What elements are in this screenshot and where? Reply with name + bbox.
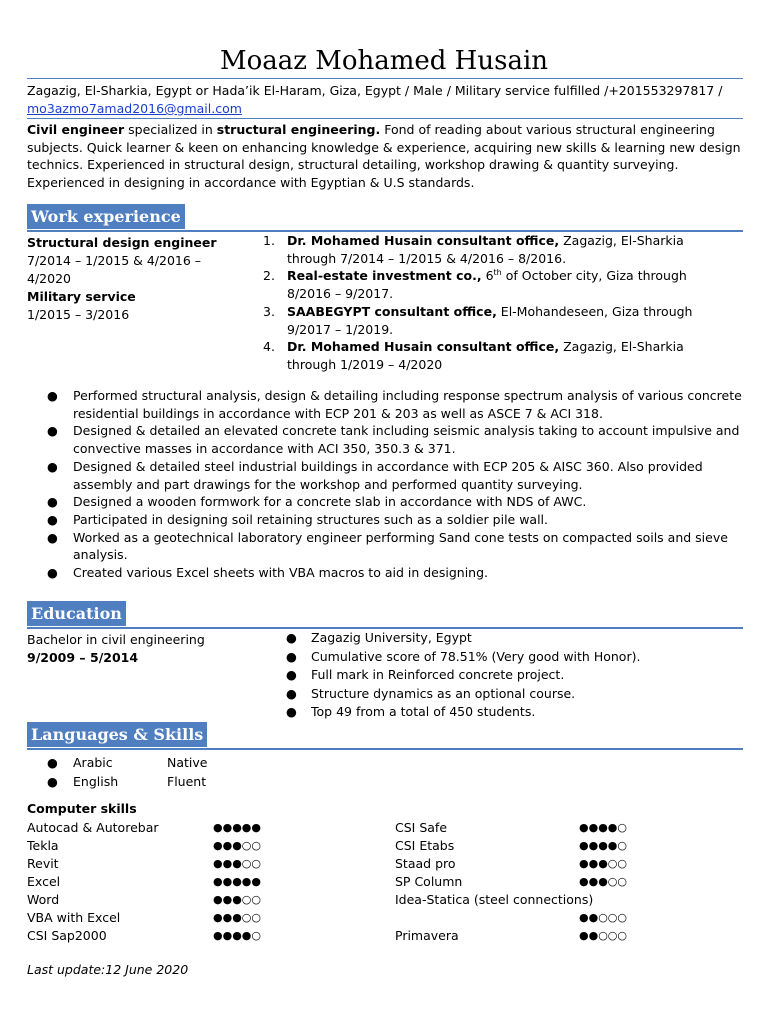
bullet-icon: ● [286, 704, 297, 719]
role-dates: 7/2014 – 1/2015 & 4/2016 – [27, 253, 202, 268]
list-item [283, 666, 743, 685]
email-link[interactable]: mo3azmo7amad2016@gmail.com [27, 101, 242, 116]
skill-rating: ●●●○○ [579, 875, 627, 888]
skill-name: Word [27, 892, 60, 907]
skill-name: SP Column [395, 874, 463, 889]
list-item [283, 629, 743, 648]
skill-row [395, 873, 735, 891]
degree-dates: 9/2009 – 5/2014 [27, 650, 139, 665]
summary-text-2: Fond of reading about various structural engineering subjects. Quick learner & keen on enhancing knowledge & experience, acquiring new skills & learning new design technics. Experienced in structural design, structural detailing, workshop drawing & quantity surveying. Experienced in designing in accordance with Egyptian & U.S standards. [27, 122, 741, 191]
bullet-icon: ● [47, 774, 58, 789]
bullet-icon: ● [47, 494, 58, 510]
languages-list [27, 753, 327, 791]
bullet-text: Performed structural analysis, design & detailing including response spectrum analysis of various concrete residential buildings in accordance with ECP 201 & 203 as well as ASCE 7 & ACI 318. [73, 388, 742, 421]
list-number: 2. [263, 268, 275, 284]
resume-name: Moaaz Mohamed Husain [219, 46, 549, 76]
office-name: Dr. Mohamed Husain consultant office, [287, 339, 560, 355]
list-item [27, 529, 743, 564]
list-item [255, 232, 725, 267]
bullet-text: Structure dynamics as an optional course. [311, 685, 576, 701]
skill-row [395, 837, 735, 855]
summary-role: Civil engineer [27, 122, 125, 137]
bullet-icon: ● [286, 648, 297, 664]
skill-rating: ●●●○○ [213, 839, 261, 852]
skill-name: Excel [27, 874, 61, 889]
skill-rating: ●●●●○ [213, 929, 261, 942]
language-level: Native [167, 755, 208, 770]
skills-left-column [27, 819, 367, 945]
skill-name: Idea-Statica (steel connections) [395, 892, 594, 907]
list-item [283, 703, 743, 722]
skill-row [27, 873, 367, 891]
bullet-icon: ● [47, 388, 58, 403]
skill-rating: ●●●○○ [579, 857, 627, 870]
bullet-icon: ● [47, 755, 58, 770]
office-list [255, 232, 725, 374]
office-details: Zagazig, El-Sharkia through 1/2019 – 4/2020 [287, 339, 684, 372]
skill-name: CSI Sap2000 [27, 928, 107, 943]
work-bullets [27, 387, 743, 582]
list-item [283, 685, 743, 704]
skill-row [27, 855, 367, 873]
bullet-icon: ● [47, 423, 58, 439]
bullet-text: Designed a wooden formwork for a concrete slab in accordance with NDS of AWC. [73, 494, 587, 510]
education-bullets [283, 629, 743, 722]
bullet-text: Full mark in Reinforced concrete project. [311, 667, 565, 682]
education-heading: Education [27, 601, 126, 626]
skill-rating: ●●●●● [213, 875, 261, 888]
bullet-text: Zagazig University, Egypt [311, 630, 472, 645]
role-title: Structural design engineer [27, 235, 217, 250]
bullet-icon: ● [47, 511, 58, 527]
summary [27, 121, 743, 192]
degree-title: Bachelor in civil engineering [27, 632, 205, 647]
list-item [255, 338, 725, 373]
bullet-text: Cumulative score of 78.51% (Very good with Honor). [311, 648, 641, 664]
contact-line: Zagazig, El-Sharkia, Egypt or Hada’ik El-Haram, Giza, Egypt / Male / Military service fulfilled /+201553297817 / [27, 83, 723, 98]
skill-rating: ●●○○○ [579, 929, 627, 942]
skill-name: Primavera [395, 928, 459, 943]
bullet-text: Worked as a geotechnical laboratory engineer performing Sand cone tests on compacted soils and sieve analysis. [73, 529, 728, 563]
bullet-icon: ● [286, 630, 297, 645]
language-name: Arabic [73, 755, 113, 770]
skill-row [395, 927, 735, 945]
bullet-text: Created various Excel sheets with VBA macros to aid in designing. [73, 565, 489, 581]
office-details: El-Mohandeseen, Giza through 9/2017 – 1/2019. [287, 303, 693, 337]
bullet-icon: ● [47, 529, 58, 545]
skills-rule [27, 748, 743, 750]
list-number: 1. [263, 233, 275, 248]
computer-skills-label: Computer skills [27, 801, 137, 816]
skill-row [27, 909, 367, 927]
ordinal-suffix: th [493, 268, 502, 278]
office-details: Zagazig, El-Sharkia through 7/2014 – 1/2015 & 4/2016 – 8/2016. [287, 233, 684, 266]
list-item [27, 511, 743, 529]
language-row [27, 772, 327, 791]
list-item [27, 564, 743, 582]
computer-skills-title [27, 801, 137, 816]
last-update: Last update:12 June 2020 [27, 962, 189, 977]
list-number: 4. [263, 339, 275, 355]
skill-name: Staad pro [395, 856, 456, 871]
office-name: SAABEGYPT consultant office, [287, 303, 497, 319]
skill-row [27, 837, 367, 855]
skill-name: VBA with Excel [27, 910, 121, 925]
skill-row [395, 891, 735, 927]
bullet-icon: ● [47, 565, 58, 581]
bullet-text: Designed & detailed steel industrial buildings in accordance with ECP 205 & AISC 360. Also provided assembly and part drawings for the workshop and performed quantity surveying. [73, 458, 703, 492]
list-number: 3. [263, 303, 275, 319]
skill-name: CSI Safe [395, 820, 448, 835]
skill-name: Autocad & Autorebar [27, 820, 159, 835]
work-experience-heading: Work experience [27, 204, 185, 229]
list-item [255, 303, 725, 338]
skill-row [395, 855, 735, 873]
skill-rating: ●●○○○ [579, 911, 627, 924]
list-item [283, 648, 743, 667]
list-item [27, 422, 743, 457]
contact-rule [27, 118, 743, 119]
bullet-icon: ● [286, 667, 297, 682]
language-row [27, 753, 327, 772]
office-name: Dr. Mohamed Husain consultant office, [287, 233, 560, 248]
education-degree [27, 631, 205, 667]
language-name: English [73, 774, 119, 789]
skill-rating: ●●●●○ [579, 821, 627, 834]
skill-row [27, 927, 367, 945]
bullet-text: Designed & detailed an elevated concrete tank including seismic analysis taking to account impulsive and convective masses in accordance with ACI 350, 350.3 & 371. [73, 423, 740, 457]
skills-heading: Languages & Skills [27, 722, 207, 747]
role-title: Military service [27, 289, 136, 304]
office-name: Real-estate investment co., [287, 268, 482, 284]
bullet-icon: ● [286, 685, 297, 701]
language-level: Fluent [167, 774, 207, 789]
list-item [27, 387, 743, 422]
bullet-text: Participated in designing soil retaining structures such as a soldier pile wall. [73, 511, 549, 527]
office-details: of October city, Giza through 8/2016 – 9/2017. [287, 268, 687, 302]
list-item [255, 267, 725, 302]
header-rule [27, 78, 743, 79]
summary-text-1: specialized in [124, 122, 217, 137]
skill-rating: ●●●○○ [213, 911, 261, 924]
office-details: 6 [481, 268, 494, 284]
skill-row [27, 819, 367, 837]
list-item [27, 493, 743, 511]
skill-rating: ●●●●○ [579, 839, 627, 852]
skill-name: CSI Etabs [395, 838, 455, 853]
role-dates: 4/2020 [27, 271, 71, 286]
skills-right-column [395, 819, 735, 945]
bullet-text: Top 49 from a total of 450 students. [311, 704, 536, 719]
bullet-icon: ● [47, 458, 58, 474]
contact-info [27, 82, 743, 118]
skill-name: Tekla [27, 838, 59, 853]
skill-rating: ●●●○○ [213, 893, 261, 906]
skill-row [395, 819, 735, 837]
skill-rating: ●●●○○ [213, 857, 261, 870]
skill-row [27, 891, 367, 909]
skill-rating: ●●●●● [213, 821, 261, 834]
work-roles [27, 234, 217, 324]
role-dates: 1/2015 – 3/2016 [27, 307, 130, 322]
list-item [27, 458, 743, 493]
skill-name: Revit [27, 856, 59, 871]
summary-specialty: structural engineering. [216, 122, 381, 137]
